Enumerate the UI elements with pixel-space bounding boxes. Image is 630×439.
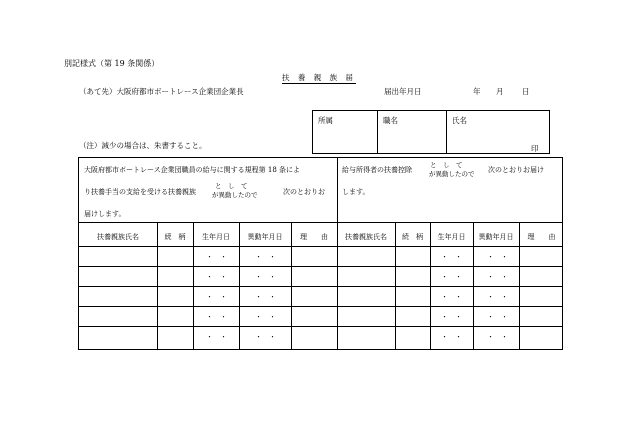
left-statement-line1: 大阪府都市ボートレース企業団職員の給与に関する規程第 18 条によ	[84, 166, 301, 174]
col-header-name-2: 扶養親族氏名	[345, 233, 387, 241]
col-header-relation: 続 柄	[164, 233, 186, 241]
change-date-dots: ・ ・	[255, 273, 276, 281]
col-header-birthdate-2: 生年月日	[437, 233, 466, 241]
col-header-change-date: 異動年月日	[247, 233, 283, 241]
birthdate-dots: ・ ・	[206, 313, 227, 321]
right-statement-line1a: 給与所得者の扶養控除	[342, 166, 412, 174]
col-header-reason: 理 由	[300, 233, 328, 241]
birthdate-dots: ・ ・	[206, 333, 227, 341]
col-header-change-date-2: 異動年月日	[478, 233, 514, 241]
change-date-dots: ・ ・	[255, 333, 276, 341]
left-statement-line3: 届けします。	[84, 210, 126, 218]
seal-label: 印	[531, 144, 539, 153]
change-date-dots: ・ ・	[255, 253, 276, 261]
col-header-name: 扶養親族氏名	[97, 233, 139, 241]
birthdate-dots-2: ・ ・	[441, 333, 462, 341]
birthdate-dots-2: ・ ・	[441, 253, 462, 261]
change-date-dots-2: ・ ・	[487, 273, 508, 281]
name-cell[interactable]	[446, 111, 447, 153]
change-date-dots-2: ・ ・	[487, 293, 508, 301]
month-label: 月	[496, 87, 504, 96]
change-date-dots: ・ ・	[255, 293, 276, 301]
left-statement-line2b: 次のとおりお	[283, 188, 325, 196]
right-statement-line1b: 次のとおりお届け	[488, 166, 544, 174]
signature-box	[312, 110, 550, 154]
position-cell[interactable]	[377, 111, 378, 153]
day-label: 日	[522, 87, 530, 96]
dependents-table	[78, 157, 563, 350]
dept-label: 所属	[318, 116, 333, 125]
birthdate-dots-2: ・ ・	[441, 293, 462, 301]
col-header-reason-2: 理 由	[527, 233, 556, 241]
change-date-dots-2: ・ ・	[487, 313, 508, 321]
note-text: （注）減少の場合は、朱書すること。	[79, 141, 207, 150]
left-choice-top: と し て	[215, 182, 248, 190]
name-label: 氏名	[452, 116, 467, 125]
submission-date-label: 届出年月日	[384, 87, 422, 96]
birthdate-dots-2: ・ ・	[441, 273, 462, 281]
right-statement-line2: します。	[342, 188, 370, 196]
birthdate-dots: ・ ・	[206, 273, 227, 281]
change-date-dots: ・ ・	[255, 313, 276, 321]
left-choice-bottom: が異動したので	[212, 191, 258, 199]
col-header-birthdate: 生年月日	[202, 233, 230, 241]
right-choice-bottom: が異動したので	[429, 170, 475, 178]
birthdate-dots: ・ ・	[206, 293, 227, 301]
year-label: 年	[473, 87, 481, 96]
right-choice-top: と し て	[430, 161, 463, 169]
change-date-dots-2: ・ ・	[487, 333, 508, 341]
left-statement-line2a: り扶養手当の支給を受ける扶養親族	[84, 188, 196, 196]
col-header-relation-2: 続 柄	[402, 233, 423, 241]
form-title: 扶 養 親 族 届	[282, 73, 357, 82]
position-label: 職名	[383, 116, 398, 125]
change-date-dots-2: ・ ・	[487, 253, 508, 261]
birthdate-dots: ・ ・	[206, 253, 227, 261]
addressee: （あて先）大阪府都市ボートレース企業団企業長	[79, 87, 244, 96]
form-label: 別記様式（第 19 条関係）	[64, 59, 160, 68]
birthdate-dots-2: ・ ・	[441, 313, 462, 321]
